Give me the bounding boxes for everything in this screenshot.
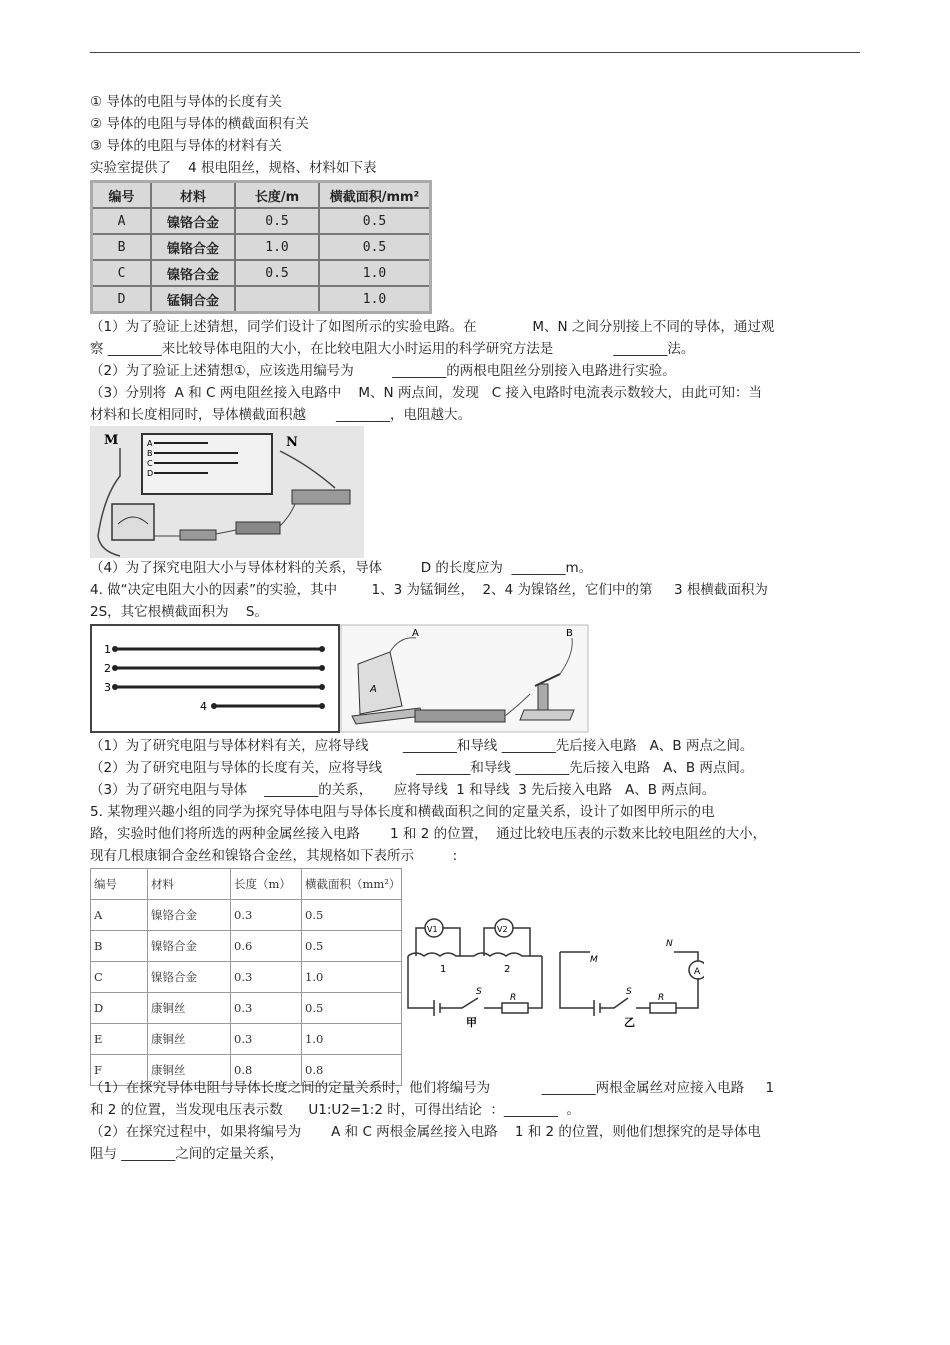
q1-line1: （1）为了验证上述猜想，同学们设计了如图所示的实验电路。在 M、N 之间分别接上不同的导体，通过观	[90, 319, 775, 335]
wire-number: 2	[104, 662, 111, 675]
table-cell: 锰铜合金	[151, 286, 235, 313]
table1-intro: 实验室提供了 4 根电阻丝，规格、材料如下表	[90, 160, 377, 176]
point-m-label: M	[590, 955, 598, 965]
p5-line3: 现有几根康铜合金丝和镍铬合金丝，其规格如下表所示 :	[90, 848, 458, 864]
ammeter-label: A	[370, 684, 377, 695]
table-cell: 康铜丝	[148, 1024, 231, 1055]
table-row	[92, 260, 431, 286]
table-cell: 康铜丝	[148, 993, 231, 1024]
table-cell: B	[91, 931, 148, 962]
table-cell	[235, 286, 319, 313]
point-b-label: B	[566, 628, 573, 639]
switch-label: S	[626, 987, 632, 997]
wire-label: D	[147, 469, 154, 478]
table-cell: 1.0	[319, 286, 431, 313]
voltmeter-2-label: V2	[497, 925, 508, 934]
p5-q1-line1: （1）在探究导体电阻与导体长度之间的定量关系时，他们将编号为 ________两根金属丝对应接入电路 1	[90, 1080, 775, 1096]
p5-line2: 路，实验时他们将所选的两种金属丝接入电路 1 和 2 的位置， 通过比较电压表的示数来比较电阻丝的大小，	[90, 826, 767, 842]
p5-q2-line2: 阻与 ________之间的定量关系，	[90, 1146, 284, 1162]
wire-number: 1	[104, 643, 111, 656]
q2-line: （2）为了验证上述猜想①，应该选用编号为 ________的两根电阻丝分别接入电路进行实验。	[90, 363, 676, 379]
point-n-label: N	[666, 939, 673, 949]
table-cell: 0.5	[302, 931, 402, 962]
p4-q3: （3）为了研究电阻与导体 ________的关系， 应将导线 1 和导线 3 先后接入电路 A、B 两点间。	[90, 782, 716, 798]
table-cell: D	[91, 993, 148, 1024]
table-cell: B	[92, 234, 152, 260]
table-cell: A	[91, 900, 148, 931]
table-cell: 0.5	[302, 993, 402, 1024]
table-cell: 0.5	[302, 900, 402, 931]
table-header-cell: 编号	[91, 869, 148, 900]
table-row	[92, 208, 431, 234]
table-row	[91, 962, 402, 993]
table-header-cell: 材料	[151, 182, 235, 209]
table-cell: A	[92, 208, 152, 234]
table-cell: 镍铬合金	[148, 900, 231, 931]
wire-label: A	[147, 439, 153, 448]
table-cell: 1.0	[319, 260, 431, 286]
table-cell: 0.8	[302, 1055, 402, 1086]
resistance-wire-table	[90, 180, 432, 314]
switch-label: S	[476, 987, 482, 997]
table-row	[91, 993, 402, 1024]
table-cell: 1.0	[302, 1024, 402, 1055]
resistor-label: R	[658, 993, 665, 1003]
table-header-row	[92, 182, 431, 209]
table-header-cell: 材料	[148, 869, 231, 900]
table-row	[92, 286, 431, 313]
table-row	[91, 1024, 402, 1055]
table-cell: 0.3	[231, 900, 302, 931]
voltmeter-1-label: V1	[427, 925, 438, 934]
p5-q1-line2: 和 2 的位置，当发现电压表示数 U1:U2=1:2 时，可得出结论 ：________ 。	[90, 1102, 580, 1118]
table-cell: 0.5	[319, 208, 431, 234]
table-cell: 镍铬合金	[151, 234, 235, 260]
wire-number: 3	[104, 681, 111, 694]
hypothesis-3: ③ 导体的电阻与导体的材料有关	[90, 138, 282, 154]
p4-line1: 4. 做“决定电阻大小的因素”的实验，其中 1、3 为锰铜丝， 2、4 为镍铬丝，它们中的第 3 根横截面积为	[90, 582, 768, 598]
table-header-cell: 横截面积（mm²）	[302, 869, 402, 900]
table-cell: 0.3	[231, 1024, 302, 1055]
position-2-label: 2	[504, 964, 511, 975]
table-cell: E	[91, 1024, 148, 1055]
q4-line: （4）为了探究电阻大小与导体材料的关系，导体 D 的长度应为 ________m。	[90, 560, 593, 576]
table-cell: 镍铬合金	[148, 962, 231, 993]
table-header-cell: 编号	[92, 182, 152, 209]
ammeter-label: A	[694, 967, 701, 977]
wire-label: C	[147, 459, 153, 468]
p4-line2: 2S，其它根横截面积为 S。	[90, 604, 268, 620]
table-row	[91, 900, 402, 931]
table-cell: 0.3	[231, 993, 302, 1024]
table-header-cell: 长度（m）	[231, 869, 302, 900]
wire-label: B	[147, 449, 153, 458]
point-a-label: A	[412, 628, 419, 639]
p5-line1: 5. 某物理兴趣小组的同学为探究导体电阻与导体长度和横截面积之间的定量关系，设计了如图甲所示的电	[90, 804, 715, 820]
q3-line1: （3）分别将 A 和 C 两电阻丝接入电路中 M、N 两点间，发现 C 接入电路时电流表示数较大，由此可知：当	[90, 385, 762, 401]
table-cell: 0.5	[235, 260, 319, 286]
alloy-wire-table	[90, 868, 402, 1086]
table-cell: 镍铬合金	[148, 931, 231, 962]
position-1-label: 1	[440, 964, 447, 975]
table-cell: 0.3	[231, 962, 302, 993]
table-cell: C	[92, 260, 152, 286]
table-header-cell: 横截面积/mm²	[319, 182, 431, 209]
label-n: N	[286, 435, 298, 450]
table-cell: 1.0	[235, 234, 319, 260]
table-cell: F	[91, 1055, 148, 1086]
table-header-cell: 长度/m	[235, 182, 319, 209]
table-cell: D	[92, 286, 152, 313]
p4-q2: （2）为了研究电阻与导体的长度有关，应将导线 ________和导线 ________先后接入电路 A、B 两点间。	[90, 760, 754, 776]
hypothesis-2: ② 导体的电阻与导体的横截面积有关	[90, 116, 309, 132]
table-cell: 0.5	[235, 208, 319, 234]
table-cell: 0.8	[231, 1055, 302, 1086]
circuit-diagrams-jia-yi	[404, 912, 704, 1028]
table-cell: 康铜丝	[148, 1055, 231, 1086]
resistor-label: R	[510, 993, 517, 1003]
table-row	[91, 931, 402, 962]
hypothesis-1: ① 导体的电阻与导体的长度有关	[90, 94, 282, 110]
header-rule	[90, 52, 860, 53]
table-cell: 1.0	[302, 962, 402, 993]
diagram-yi-label: 乙	[624, 1016, 635, 1028]
q1-line2: 察 ________来比较导体电阻的大小，在比较电阻大小时运用的科学研究方法是 ________法。	[90, 341, 695, 357]
label-m: M	[104, 433, 119, 448]
table-cell: 镍铬合金	[151, 208, 235, 234]
p5-q2-line1: （2）在探究过程中，如果将编号为 A 和 C 两根金属丝接入电路 1 和 2 的位置，则他们想探究的是导体电	[90, 1124, 761, 1140]
wire-number: 4	[200, 700, 207, 713]
table-cell: 0.6	[231, 931, 302, 962]
table-row	[92, 234, 431, 260]
table-header-row	[91, 869, 402, 900]
circuit-figure-mn	[90, 426, 364, 558]
diagram-jia-label: 甲	[466, 1016, 477, 1028]
table-cell: C	[91, 962, 148, 993]
wires-apparatus-figure	[90, 624, 590, 734]
table-cell: 0.5	[319, 234, 431, 260]
q3-line2: 材料和长度相同时，导体横截面积越 ________，电阻越大。	[90, 407, 472, 423]
table-cell: 镍铬合金	[151, 260, 235, 286]
p4-q1: （1）为了研究电阻与导体材料有关，应将导线 ________和导线 ________先后接入电路 A、B 两点之间。	[90, 738, 754, 754]
